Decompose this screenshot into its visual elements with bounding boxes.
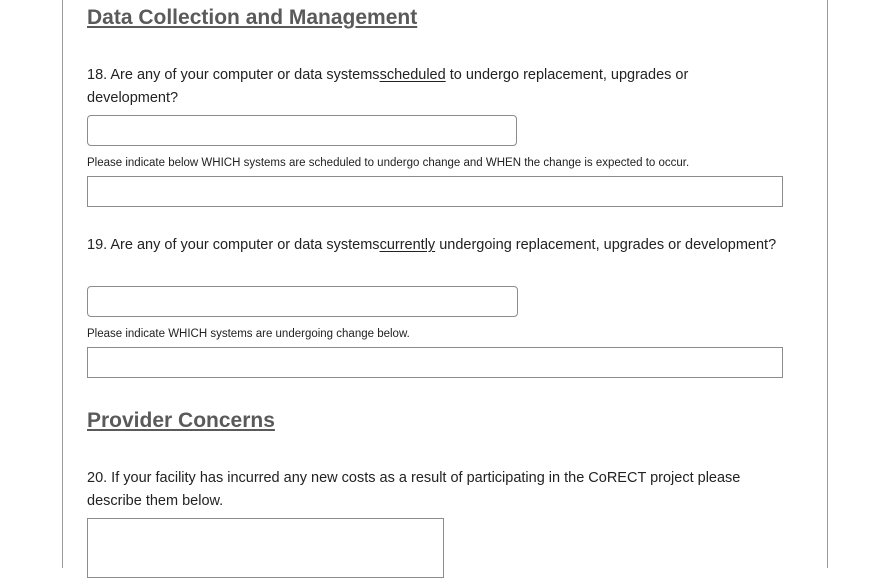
question-19-answer-field[interactable] [87, 286, 518, 317]
question-19-detail-field[interactable] [87, 347, 783, 378]
section-title-provider-concerns: Provider Concerns [87, 409, 275, 432]
section-title-data-collection: Data Collection and Management [87, 6, 418, 29]
question-18 [87, 64, 777, 110]
question-20-answer-field[interactable] [87, 518, 444, 578]
question-18-emphasis: scheduled [379, 67, 446, 83]
question-20: 20. If your facility has incurred any new costs as a result of participating in the CoRECT project please describe them below. [87, 470, 741, 509]
question-18-suffix: to undergo replacement, upgrades or development? [87, 67, 689, 106]
question-19-note: Please indicate WHICH systems are undergoing change below. [87, 328, 410, 340]
question-18-answer-field[interactable] [87, 115, 517, 146]
question-18-prefix: 18. Are any of your computer or data systems [87, 67, 380, 83]
question-18-note: Please indicate below WHICH systems are scheduled to undergo change and WHEN the change is expected to occur. [87, 157, 690, 169]
question-18-detail-field[interactable] [87, 176, 783, 207]
question-19-emphasis: currently [379, 237, 436, 253]
question-19 [87, 234, 777, 257]
question-19-suffix: undergoing replacement, upgrades or development? [435, 237, 777, 253]
question-19-prefix: 19. Are any of your computer or data systems [87, 237, 380, 253]
